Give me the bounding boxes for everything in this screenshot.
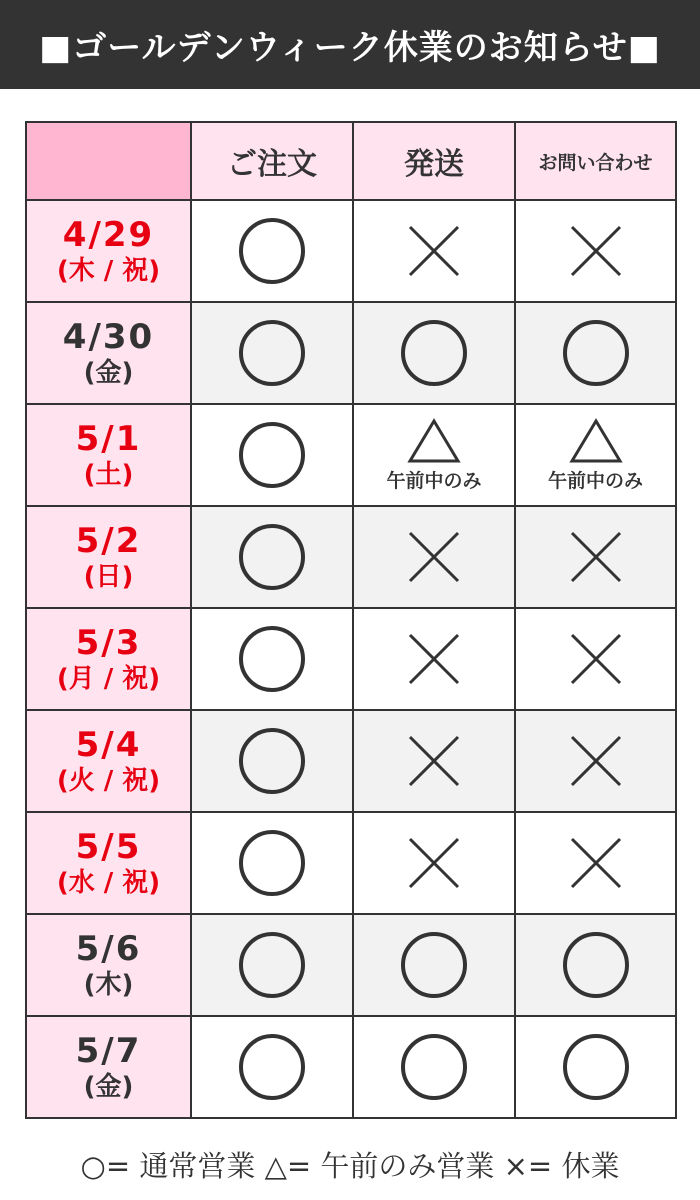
header-order: ご注文 (191, 122, 353, 200)
order-status-cell (191, 1016, 353, 1118)
inquiry-status-cell (515, 812, 676, 914)
date-cell (26, 812, 191, 914)
shipping-status-cell (353, 812, 515, 914)
shipping-status-cell (353, 302, 515, 404)
weekday-label: (木) (83, 969, 134, 1000)
circle-icon (236, 215, 308, 287)
date-label: 4/29 (62, 215, 155, 255)
circle-icon (236, 419, 308, 491)
circle-icon (236, 1031, 308, 1103)
weekday-label: (日) (83, 561, 134, 592)
cross-icon (566, 221, 626, 281)
date-label: 5/7 (75, 1031, 142, 1071)
inquiry-status-cell (515, 506, 676, 608)
page-title: ■ゴールデンウィーク休業のお知らせ■ (0, 0, 700, 89)
header-shipping: 発送 (353, 122, 515, 200)
date-label: 4/30 (62, 317, 155, 357)
shipping-status-cell (353, 506, 515, 608)
order-status-cell (191, 914, 353, 1016)
morning-only-note: 午前中のみ (386, 469, 482, 492)
table-row (26, 1016, 676, 1118)
weekday-label: (金) (83, 357, 134, 388)
shipping-status-cell (353, 1016, 515, 1118)
date-label: 5/4 (75, 725, 142, 765)
cross-icon (566, 731, 626, 791)
cross-icon (404, 629, 464, 689)
shipping-status-cell (353, 200, 515, 302)
circle-icon (560, 929, 632, 1001)
date-cell (26, 608, 191, 710)
weekday-label: (水 / 祝) (56, 867, 161, 898)
weekday-label: (金) (83, 1071, 134, 1102)
cross-icon (404, 221, 464, 281)
date-label: 5/1 (75, 419, 142, 459)
shipping-status-cell (353, 404, 515, 506)
header-inquiry: お問い合わせ (515, 122, 676, 200)
header-corner (26, 122, 191, 200)
circle-icon (236, 827, 308, 899)
table-row (26, 608, 676, 710)
weekday-label: (土) (83, 459, 134, 490)
order-status-cell (191, 710, 353, 812)
order-status-cell (191, 608, 353, 710)
date-label: 5/5 (75, 827, 142, 867)
circle-icon (398, 317, 470, 389)
inquiry-status-cell (515, 302, 676, 404)
cross-icon (404, 833, 464, 893)
triangle-icon (407, 418, 461, 464)
circle-icon (560, 1031, 632, 1103)
date-cell (26, 710, 191, 812)
weekday-label: (月 / 祝) (56, 663, 161, 694)
table-row (26, 914, 676, 1016)
circle-icon (560, 317, 632, 389)
date-cell (26, 200, 191, 302)
morning-only-note: 午前中のみ (547, 469, 643, 492)
cross-icon (404, 731, 464, 791)
legend: ○= 通常営業 △= 午前のみ営業 ×= 休業 (80, 1149, 620, 1183)
cross-icon (566, 629, 626, 689)
table-row (26, 710, 676, 812)
table-row (26, 200, 676, 302)
inquiry-status-cell (515, 608, 676, 710)
triangle-icon (569, 418, 623, 464)
inquiry-status-cell (515, 914, 676, 1016)
order-status-cell (191, 812, 353, 914)
circle-icon (398, 929, 470, 1001)
cross-icon (566, 833, 626, 893)
date-label: 5/6 (75, 929, 142, 969)
circle-icon (236, 317, 308, 389)
order-status-cell (191, 200, 353, 302)
circle-icon (236, 623, 308, 695)
table-row (26, 302, 676, 404)
inquiry-status-cell (515, 1016, 676, 1118)
shipping-status-cell (353, 608, 515, 710)
circle-icon (236, 725, 308, 797)
inquiry-status-cell (515, 200, 676, 302)
inquiry-status-cell (515, 404, 676, 506)
date-cell (26, 404, 191, 506)
date-cell (26, 914, 191, 1016)
table-row (26, 506, 676, 608)
date-label: 5/2 (75, 521, 142, 561)
table-row (26, 404, 676, 506)
inquiry-status-cell (515, 710, 676, 812)
table-row (26, 812, 676, 914)
shipping-status-cell (353, 914, 515, 1016)
date-label: 5/3 (75, 623, 142, 663)
cross-icon (404, 527, 464, 587)
circle-icon (236, 929, 308, 1001)
date-cell (26, 1016, 191, 1118)
order-status-cell (191, 404, 353, 506)
cross-icon (566, 527, 626, 587)
circle-icon (236, 521, 308, 593)
weekday-label: (火 / 祝) (56, 765, 161, 796)
order-status-cell (191, 506, 353, 608)
table-header-row (26, 122, 676, 200)
shipping-status-cell (353, 710, 515, 812)
date-cell (26, 302, 191, 404)
order-status-cell (191, 302, 353, 404)
holiday-schedule-table (25, 121, 677, 1119)
weekday-label: (木 / 祝) (56, 255, 161, 286)
circle-icon (398, 1031, 470, 1103)
date-cell (26, 506, 191, 608)
